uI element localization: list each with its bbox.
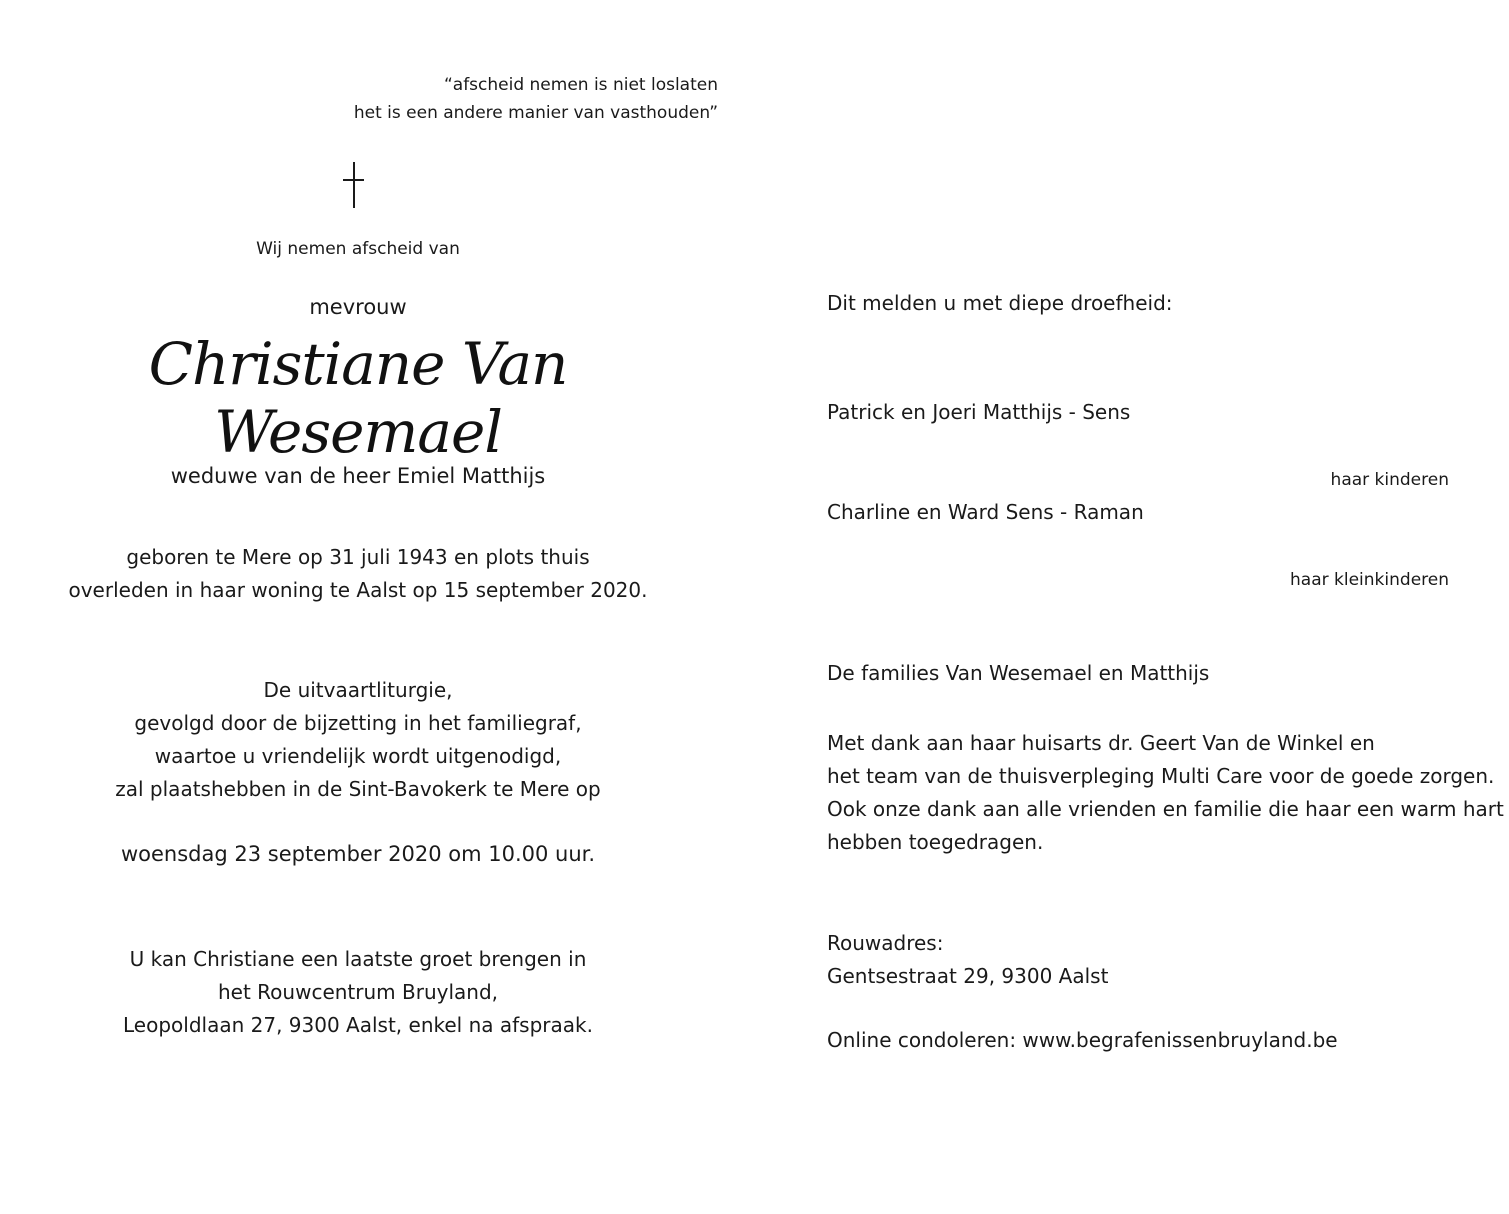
thanks-line-3: Ook onze dank aan alle vrienden en familie die haar een warm hart <box>827 797 1504 821</box>
liturgy-line-1: De uitvaartliturgie, <box>263 678 453 702</box>
liturgy-line-4: zal plaatshebben in de Sint-Bavokerk te Mere op <box>115 777 601 801</box>
visit-line-3: Leopoldlaan 27, 9300 Aalst, enkel na afspraak. <box>123 1013 593 1037</box>
intro-text: Wij nemen afscheid van <box>256 239 460 259</box>
thanks-block <box>827 727 1504 859</box>
children-names: Patrick en Joeri Matthijs - Sens <box>827 400 1131 424</box>
widow-line: weduwe van de heer Emiel Matthijs <box>170 464 546 488</box>
birth-line: geboren te Mere op 31 juli 1943 en plots thuis <box>126 545 590 569</box>
visit-line-2: het Rouwcentrum Bruyland, <box>218 980 498 1004</box>
children-label: haar kinderen <box>1330 470 1449 490</box>
funeral-datetime: woensdag 23 september 2020 om 10.00 uur. <box>120 842 596 866</box>
address-value: Gentsestraat 29, 9300 Aalst <box>827 964 1109 988</box>
quote-line-2: het is een andere manier van vasthouden” <box>353 103 718 123</box>
cross-vertical-bar <box>353 162 355 208</box>
thanks-line-1: Met dank aan haar huisarts dr. Geert Van de Winkel en <box>827 731 1375 755</box>
latin-cross-icon <box>339 162 369 210</box>
families-line: De families Van Wesemael en Matthijs <box>827 661 1210 685</box>
announcement: Dit melden u met diepe droefheid: <box>827 291 1173 315</box>
visit-block <box>58 943 658 1042</box>
online-condolences: Online condoleren: www.begrafenissenbruyland.be <box>827 1028 1338 1052</box>
address-label: Rouwadres: <box>827 931 944 955</box>
quote-line-1: “afscheid nemen is niet loslaten <box>443 75 718 95</box>
cross-horizontal-bar <box>343 179 364 181</box>
address-block <box>827 927 1108 993</box>
visit-line-1: U kan Christiane een laatste groet brengen in <box>129 947 587 971</box>
liturgy-line-3: waartoe u vriendelijk wordt uitgenodigd, <box>154 744 562 768</box>
quote <box>300 71 718 127</box>
thanks-line-2: het team van de thuisverpleging Multi Care voor de goede zorgen. <box>827 764 1495 788</box>
liturgy-block <box>58 674 658 806</box>
liturgy-line-2: gevolgd door de bijzetting in het familiegraf, <box>134 711 582 735</box>
birth-death-block <box>58 541 658 607</box>
deceased-name: Christiane Van Wesemael <box>148 330 568 466</box>
salutation: mevrouw <box>309 295 407 319</box>
grandchildren-names: Charline en Ward Sens - Raman <box>827 500 1144 524</box>
grandchildren-label: haar kleinkinderen <box>1290 570 1449 590</box>
thanks-line-4: hebben toegedragen. <box>827 830 1044 854</box>
death-line: overleden in haar woning te Aalst op 15 september 2020. <box>68 578 648 602</box>
